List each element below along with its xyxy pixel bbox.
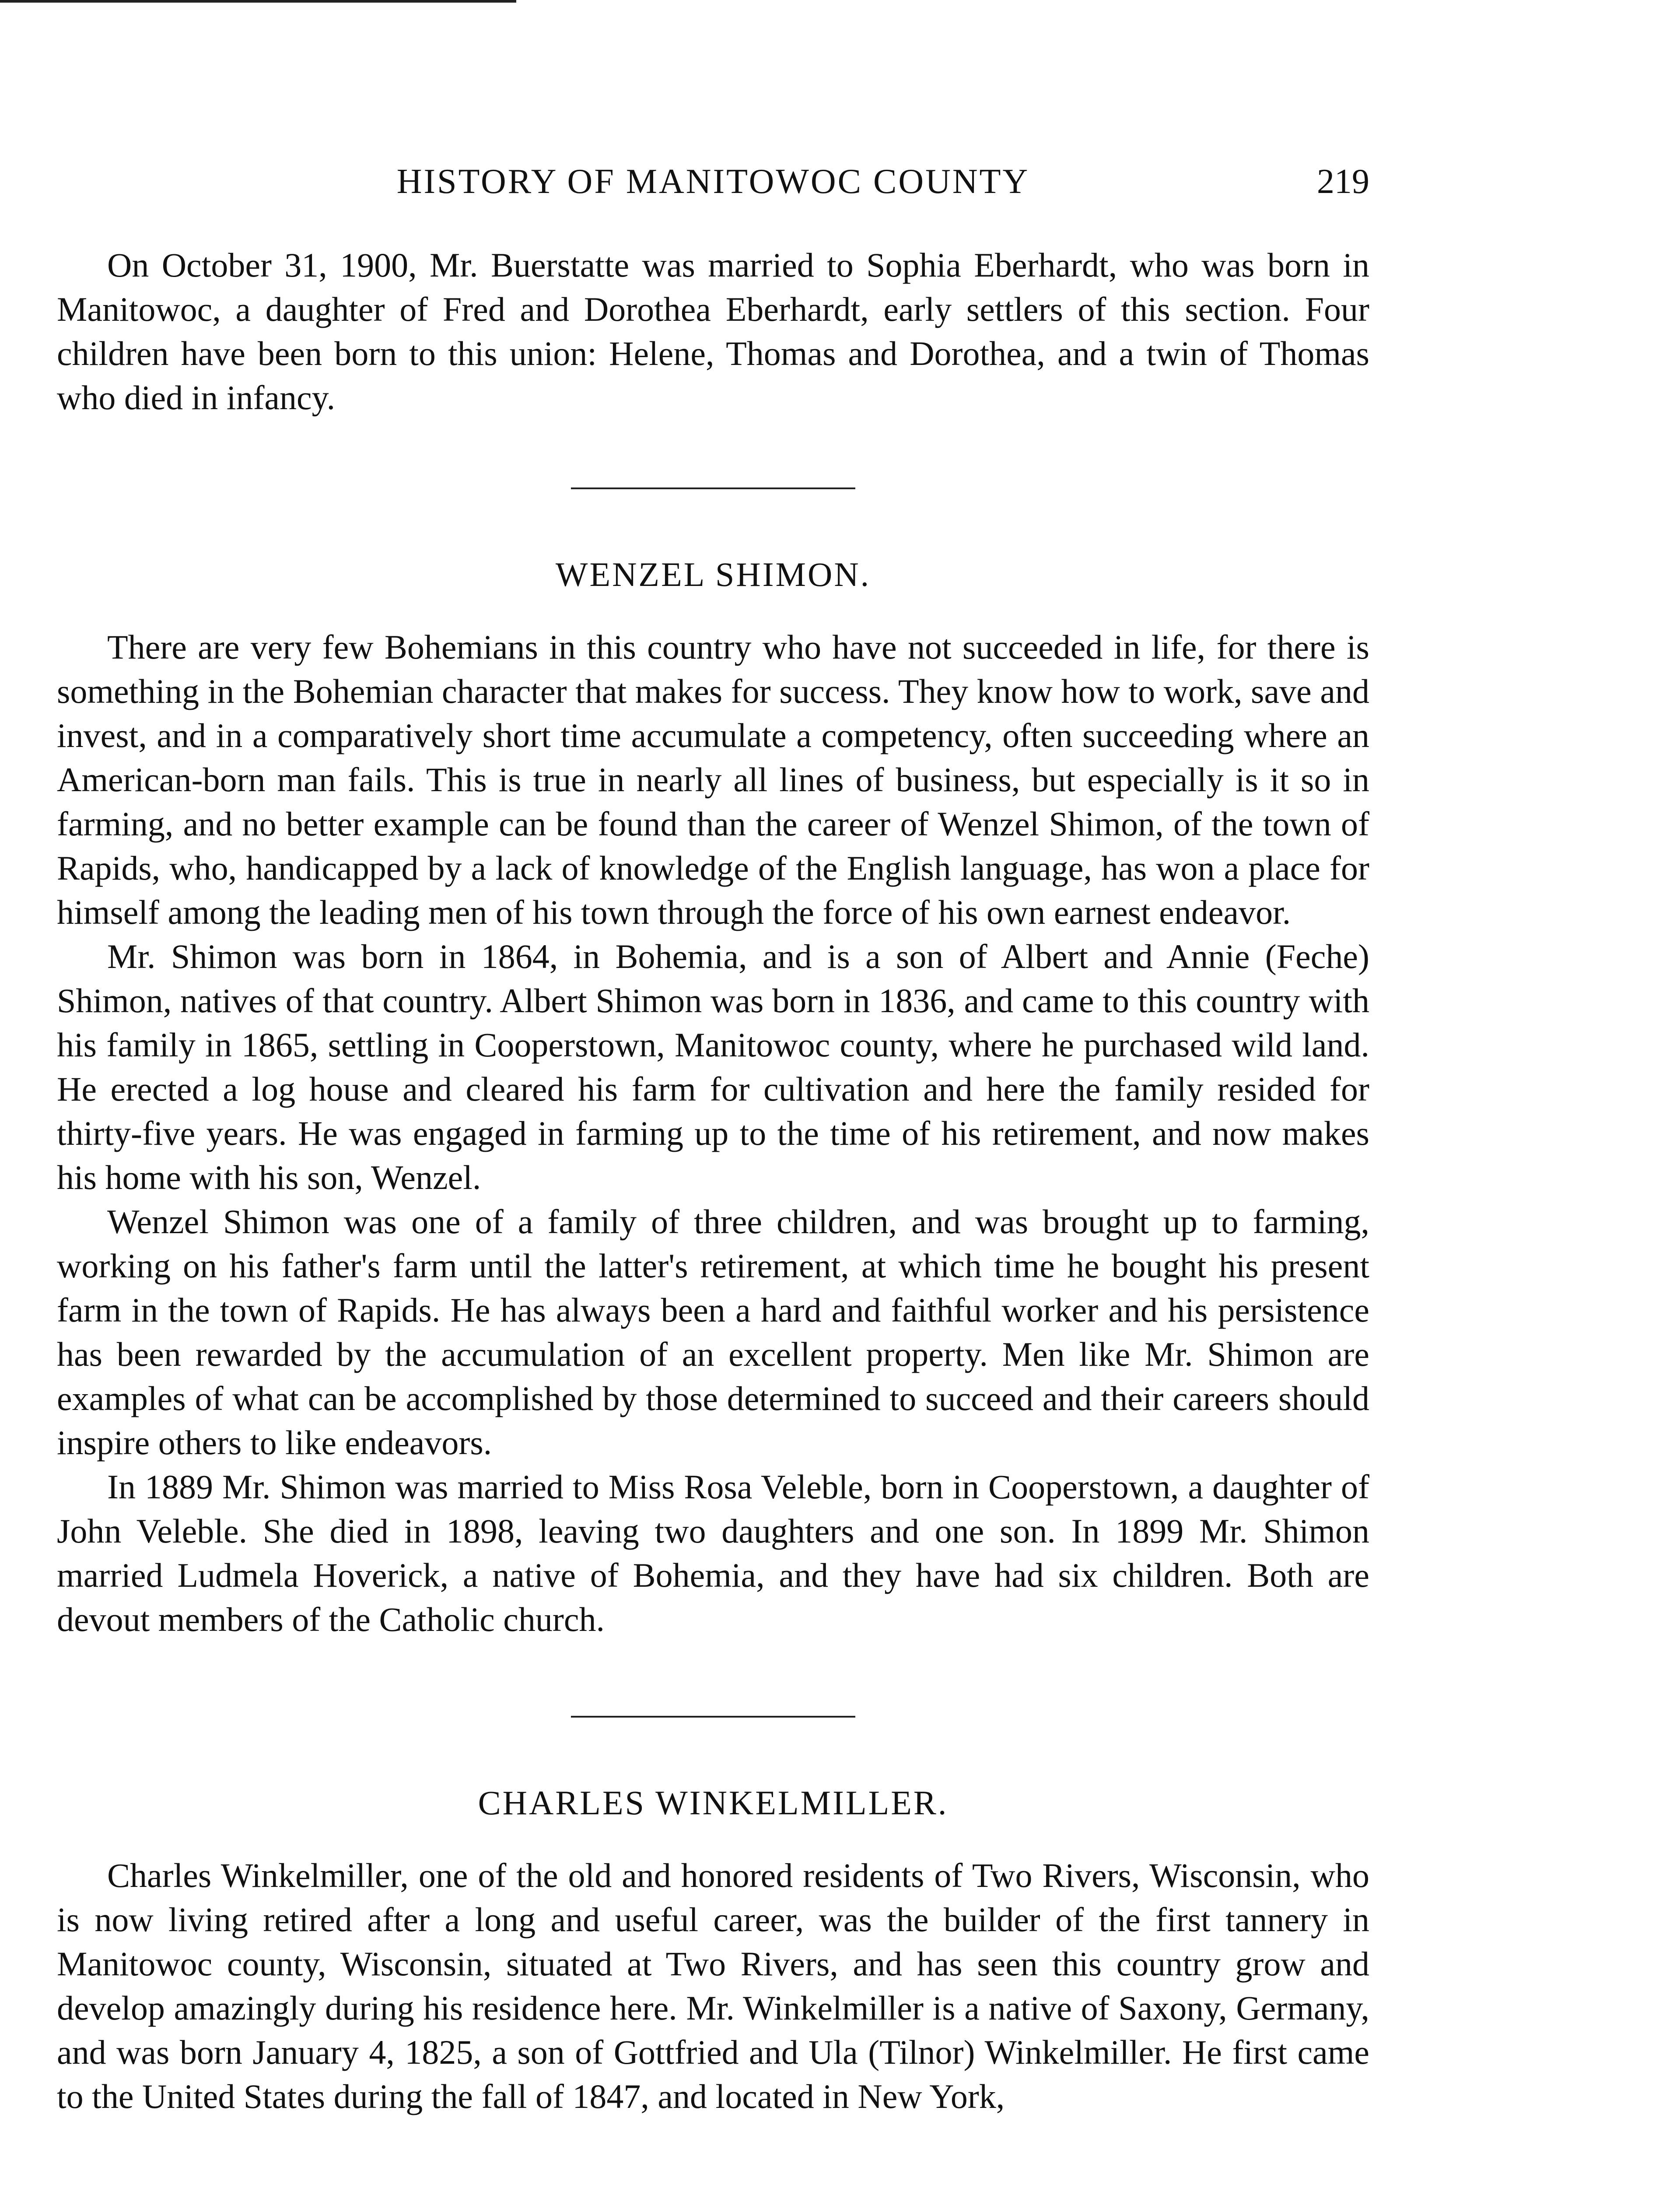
section-divider — [571, 487, 855, 489]
page-number: 219 — [1317, 162, 1369, 201]
paragraph: Mr. Shimon was born in 1864, in Bohemia, and is a son of Albert and Annie (Feche) Shimon, natives of that country. Albert Shimon was born in 1836, and came to this country with his family in 1865, settling in Cooperstown, Manitowoc county, where he purchased wild land. He erected a log house and cleared his farm for cultivation and here the family resided for thirty-five years. He was engaged in farming up to the time of his retirement, and now makes his home with his son, Wenzel. — [57, 937, 1369, 1196]
top-edge-rule — [0, 0, 516, 3]
page-header — [57, 162, 1369, 210]
buerstatte-continuation — [57, 243, 1369, 420]
section-heading: WENZEL SHIMON. — [555, 555, 871, 593]
section-heading: CHARLES WINKELMILLER. — [478, 1784, 948, 1822]
section-wenzel-shimon — [57, 555, 1369, 1641]
paragraph: Wenzel Shimon was one of a family of three children, and was brought up to farming, working on his father's farm until the latter's retirement, at which time he bought his present farm in the town of Rapids. He has always been a hard and faithful worker and his persistence has been rewarded by the accumulation of an excellent property. Men like Mr. Shimon are examples of what can be accomplished by those determined to succeed and their careers should inspire others to like endeavors. — [57, 1203, 1369, 1462]
paragraph: There are very few Bohemians in this country who have not succeeded in life, for there is something in the Bohemian character that makes for success. They know how to work, save and invest, and in a comparatively short time accumulate a competency, often succeeding where an American-born man fails. This is true in nearly all lines of business, but especially is it so in farming, and no better example can be found than the career of Wenzel Shimon, of the town of Rapids, who, handicapped by a lack of knowledge of the English language, has won a place for himself among the leading men of his town through the force of his own earnest endeavor. — [57, 628, 1369, 931]
section-charles-winkelmiller — [57, 1783, 1369, 2118]
paragraph: Charles Winkelmiller, one of the old and honored residents of Two Rivers, Wisconsin, who is now living retired after a long and useful career, was the builder of the first tannery in Manitowoc county, Wisconsin, situated at Two Rivers, and has seen this country grow and develop amazingly during his residence here. Mr. Winkelmiller is a native of Saxony, Germany, and was born January 4, 1825, a son of Gottfried and Ula (Tilnor) Winkelmiller. He first came to the United States during the fall of 1847, and located in New York, — [57, 1856, 1369, 2115]
section-divider — [571, 1716, 855, 1718]
page-body — [57, 243, 1369, 2118]
paragraph: In 1889 Mr. Shimon was married to Miss Rosa Veleble, born in Cooperstown, a daughter of John Veleble. She died in 1898, leaving two daughters and one son. In 1899 Mr. Shimon married Ludmela Hoverick, a native of Bohemia, and they have had six children. Both are devout members of the Catholic church. — [57, 1468, 1369, 1638]
paragraph: On October 31, 1900, Mr. Buerstatte was married to Sophia Eberhardt, who was born in Manitowoc, a daughter of Fred and Dorothea Eberhardt, early settlers of this section. Four children have been born to this union: Helene, Thomas and Dorothea, and a twin of Thomas who died in infancy. — [57, 246, 1369, 417]
running-head: HISTORY OF MANITOWOC COUNTY — [396, 162, 1030, 201]
